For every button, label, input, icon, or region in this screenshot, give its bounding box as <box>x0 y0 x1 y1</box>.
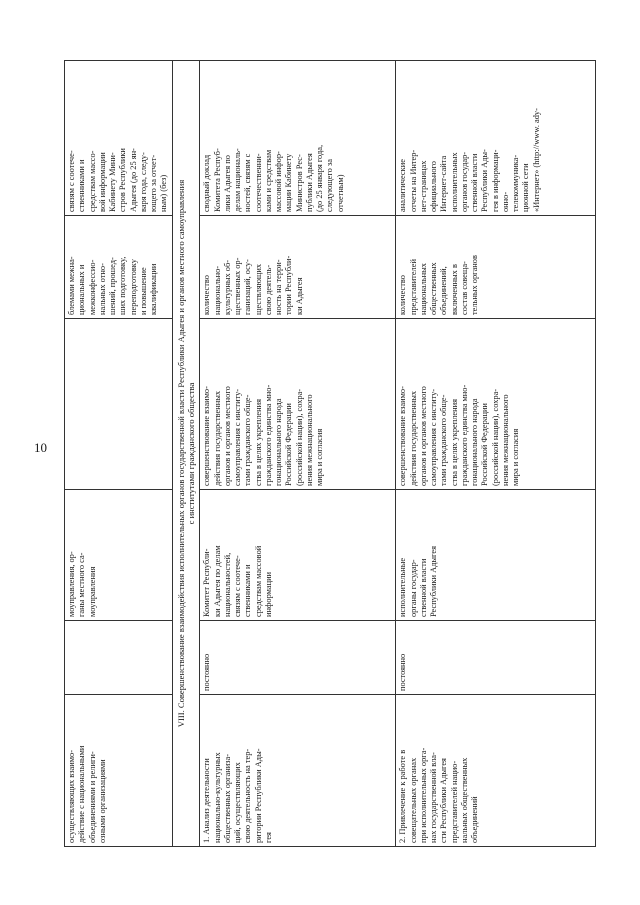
table-cell: связям с соотече- ственниками и средствам массо- вой информации Кабинету Мини- стров Республики Адыгея (до 25 ян- варя года, следу- ющего за отчет- ным) (без) <box>65 61 173 216</box>
page-number: 10 <box>34 440 47 455</box>
deadline-cell: постоянно <box>396 621 596 695</box>
table-cell <box>65 621 173 695</box>
executors-cell: исполнительные органы государ- ственной власти Республики Адыгея <box>396 490 596 621</box>
table-row-continuation <box>65 61 173 847</box>
section-title: VIII. Совершенствование взаимодействия исполнительных органов государственной власти Республики Адыгея и органов местного самоуправления с институтами гражданского общества <box>172 61 200 847</box>
measures-table <box>64 60 596 847</box>
table-row <box>396 61 596 847</box>
indicator-cell: количество национально- культурных об- щественных ор- ганизаций, осу- ществляющих свою деятель- ность на терри- тории Республи- ки Адыгея <box>200 216 396 319</box>
executors-cell: Комитет Республи- ки Адыгея по делам национальностей, связям с соотече- ственниками и средствам массовой информации <box>200 490 396 621</box>
table-cell: осуществляющих взаимо- действие с национальными объединениями и религи- озными организациями <box>65 695 173 847</box>
measure-cell: 2. Привлечение к работе в совещательных органах при исполнительных орга- нах государственной вла- сти Республики Адыгея представителей нацио- нальных общественных объединений <box>396 695 596 847</box>
deadline-cell: постоянно <box>200 621 396 695</box>
indicator-cell: количество представителей национальных общественных объединений, включенных в состав совеща- тельных органов <box>396 216 596 319</box>
goal-cell: совершенствование взаимо- действия государственных органов и органов местного самоуправления с институ- тами гражданского обще- ства в целях укрепления гражданского единства мно- гонационального народа Российской Федерации (российской нации), сохра- нения межнационального мира и согласия <box>396 319 596 490</box>
table-row <box>200 61 396 847</box>
measure-cell: 1. Анализ деятельности национально-культурных общественных организа- ций, осуществляющих свою деятельность на тер- ритории Республики Ады- гея <box>200 695 396 847</box>
table-cell <box>65 319 173 490</box>
goal-cell: совершенствование взаимо- действия государственных органов и органов местного самоуправления с институ- тами гражданского обще- ства в целях укрепления гражданского единства мно- гонационального народа Российской Федерации (российской нации), сохра- нения межнационального мира и согласия <box>200 319 396 490</box>
section-header-row <box>172 61 200 847</box>
table-cell: блемами межна- циональных и межконфессио- нальных отно- шений, прошед- ших подготовку, переподготовку и повышение квалификации <box>65 216 173 319</box>
rotated-table-container <box>64 61 582 847</box>
report-cell: сводный доклад Комитета Респуб- лики Адыгея по делам националь- ностей, связям с соотечественни- ками и средствам массовой инфор- мации Кабинету Министров Рес- публики Адыгея (до 25 января года, следующего за отчетным) <box>200 61 396 216</box>
report-cell: аналитические отчеты на Интер- нет-страницах официального Интернет-сайта исполнительных органов государ- ственной власти Республики Ады- гея в информаци- онно- телекоммуника- ционной сети «Интернет» (http://www. adу- <box>396 61 596 216</box>
table-cell: моуправления, ор- ганы местного са- моуправления <box>65 490 173 621</box>
